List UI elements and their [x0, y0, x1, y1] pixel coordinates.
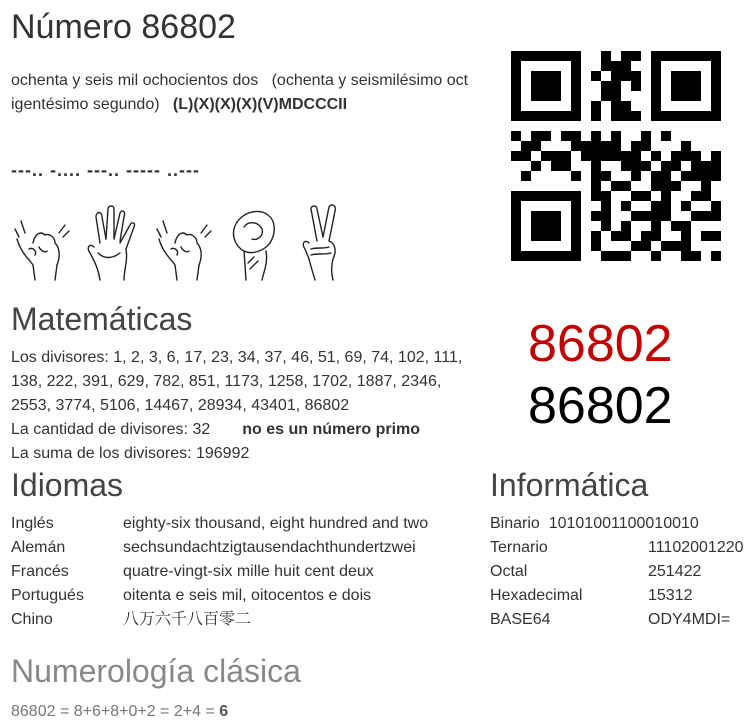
divisors-line: 2553, 3774, 5106, 14467, 28934, 43401, 86802 [11, 397, 350, 414]
hand-sign-6-icon [82, 203, 144, 281]
hand-sign-8-icon [153, 203, 215, 281]
info-label: Binario [490, 515, 540, 532]
ordinal-text-1: (ochenta y seismilésimo oct [271, 72, 469, 89]
language-translation: quatre-vingt-six mille huit cent deux [123, 563, 374, 580]
big-number-black: 86802 [528, 377, 673, 435]
morse-code: ---.. -.... ---.. ----- ..--- [11, 160, 200, 180]
roman-numeral: (L)(X)(X)(X)(V)MDCCCII [172, 96, 348, 113]
prime-status: no es un número primo [242, 421, 421, 438]
ordinal-text-2: igentésimo segundo) [11, 96, 160, 113]
qr-code [511, 51, 721, 261]
info-value: 15312 [648, 587, 693, 604]
languages-heading: Idiomas [11, 467, 124, 503]
info-label: Hexadecimal [490, 587, 583, 604]
divisor-count: La cantidad de divisores: 32 [11, 421, 211, 438]
big-number-red: 86802 [528, 315, 673, 373]
info-row-binary [490, 512, 699, 536]
info-value: ODY4MDI= [648, 611, 731, 628]
language-translation: sechsundachtzigtausendachthundertzwei [123, 539, 416, 556]
info-value: 251422 [648, 563, 702, 580]
informatics-heading: Informática [490, 467, 649, 503]
language-name: Inglés [11, 515, 54, 532]
info-value: 10101001100010010 [548, 515, 699, 532]
info-label: Octal [490, 563, 528, 580]
page-title: Número 86802 [11, 8, 236, 46]
language-name: Chino [11, 611, 53, 628]
language-translation: 八万六千八百零二 [123, 611, 252, 628]
divisor-sum: La suma de los divisores: 196992 [11, 445, 250, 462]
hand-sign-2-icon [295, 203, 357, 281]
language-name: Portugués [11, 587, 84, 604]
math-section [11, 346, 481, 466]
info-value: 11102001220 [648, 539, 744, 556]
numerology-result: 6 [219, 703, 229, 720]
numerology-heading: Numerología clásica [11, 653, 301, 689]
language-name: Alemán [11, 539, 66, 556]
numerology-equation: 86802 = 8+6+8+0+2 = 2+4 = [11, 703, 215, 720]
number-words [11, 69, 481, 117]
info-label: Ternario [490, 539, 548, 556]
divisors-line: 138, 222, 391, 629, 782, 851, 1173, 1258, 1702, 1887, 2346, [11, 373, 442, 390]
info-label: BASE64 [490, 611, 551, 628]
hand-sign-0-icon [224, 203, 286, 281]
language-translation: eighty-six thousand, eight hundred and two [123, 515, 429, 532]
hand-signs [11, 203, 357, 281]
divisors-line: Los divisores: 1, 2, 3, 6, 17, 23, 34, 37, 46, 51, 69, 74, 102, 111, [11, 349, 463, 366]
cardinal-text: ochenta y seis mil ochocientos dos [11, 72, 259, 89]
language-translation: oitenta e seis mil, oitocentos e dois [123, 587, 372, 604]
numerology-line [11, 700, 228, 724]
math-heading: Matemáticas [11, 301, 193, 337]
language-name: Francés [11, 563, 69, 580]
hand-sign-8-icon [11, 203, 73, 281]
